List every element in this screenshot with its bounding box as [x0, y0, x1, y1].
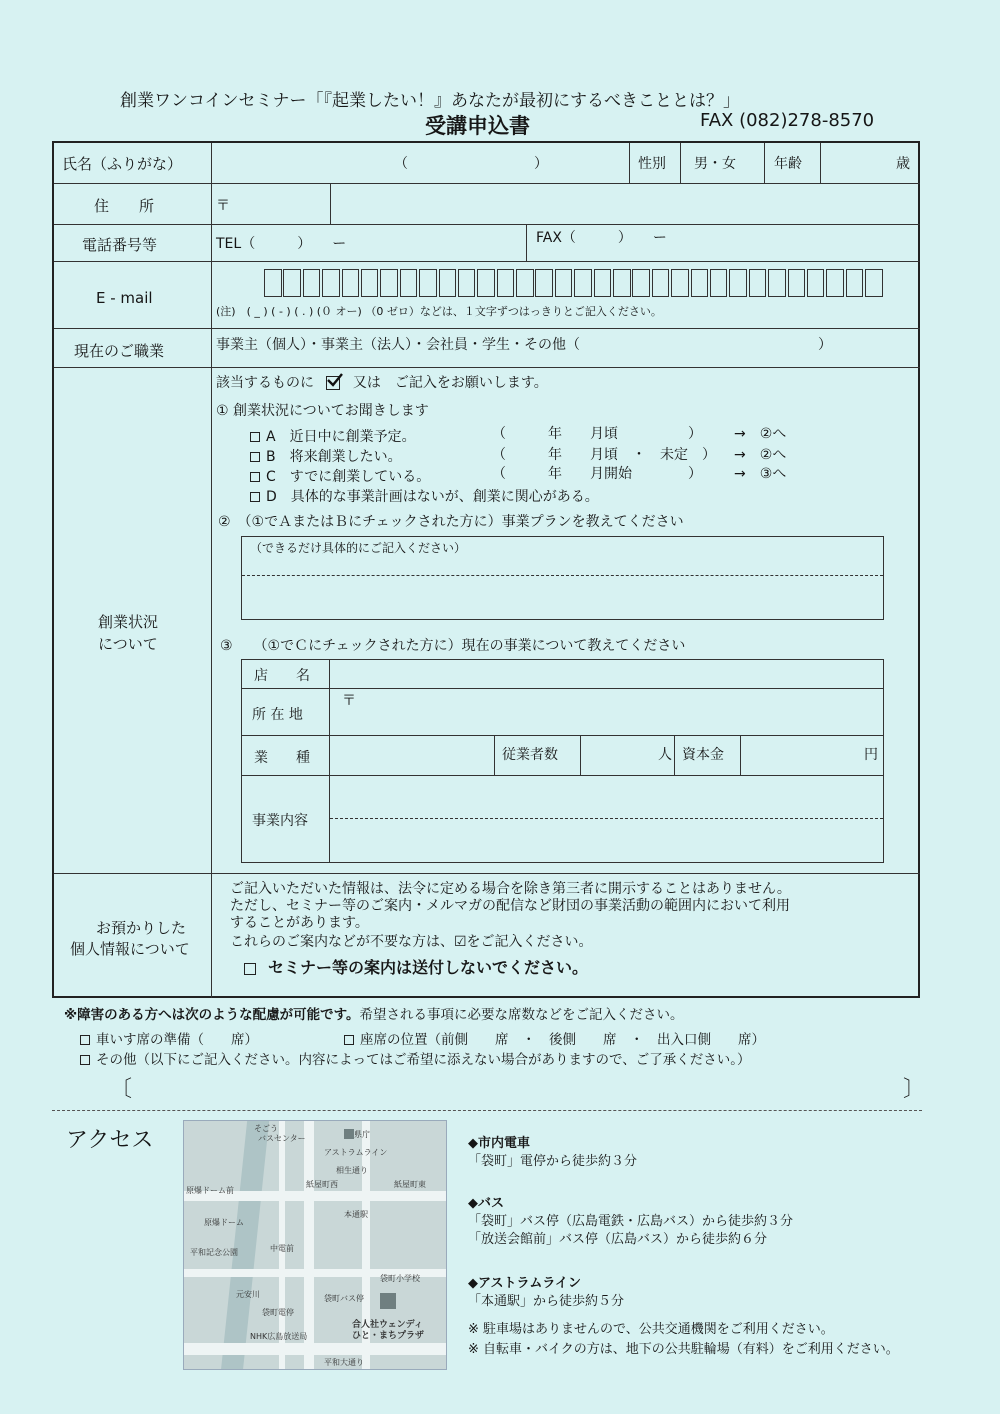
- age-label: 年齢: [774, 156, 802, 172]
- map-label-kamiyacho-west: 紙屋町西: [306, 1180, 338, 1189]
- gender-options[interactable]: 男・女: [694, 156, 736, 172]
- email-char-box[interactable]: [865, 269, 883, 297]
- access-title: アクセス: [66, 1128, 154, 1153]
- bicycle-note: ※ 自転車・バイクの方は、地下の公共駐輪場（有料）をご利用ください。: [468, 1342, 899, 1357]
- option-c-date[interactable]: （ 年 月開始 ）: [492, 466, 702, 482]
- email-char-boxes[interactable]: [264, 269, 885, 297]
- capital-label: 資本金: [682, 747, 724, 763]
- map-label-prefectural-office: 県庁: [354, 1130, 370, 1139]
- accessibility-heading: ※障害のある方へは次のような配慮が可能です。希望される事項に必要な席数などをご記入ください。: [64, 1007, 684, 1023]
- map-label-dome-mae: 原爆ドーム前: [186, 1186, 234, 1195]
- option-a-next: → ②へ: [734, 426, 787, 442]
- phone-label: 電話番号等: [82, 236, 158, 254]
- capital-unit: 円: [864, 747, 878, 763]
- question-1: ① 創業状況についてお聞きします: [216, 403, 429, 419]
- location-label: 所 在 地: [252, 707, 303, 723]
- email-char-box[interactable]: [691, 269, 709, 297]
- email-char-box[interactable]: [594, 269, 612, 297]
- email-char-box[interactable]: [458, 269, 476, 297]
- email-char-box[interactable]: [826, 269, 844, 297]
- email-char-box[interactable]: [729, 269, 747, 297]
- status-intro: 該当するものに 又は ご記入をお願いします。: [216, 375, 548, 391]
- option-c-next: → ③へ: [734, 466, 787, 482]
- email-char-box[interactable]: [342, 269, 360, 297]
- optout-checkbox[interactable]: [244, 963, 256, 975]
- business-plan-box[interactable]: [241, 536, 884, 620]
- form-title: 受講申込書: [425, 114, 530, 138]
- question-2: ② （①でＡまたはＢにチェックされた方に）事業プランを教えてください: [218, 514, 684, 530]
- email-char-box[interactable]: [555, 269, 573, 297]
- other-checkbox[interactable]: [80, 1055, 90, 1065]
- email-char-box[interactable]: [535, 269, 553, 297]
- privacy-line-3: することがあります。: [230, 915, 369, 931]
- map-label-peace-park: 平和記念公園: [190, 1248, 238, 1257]
- email-char-box[interactable]: [477, 269, 495, 297]
- email-char-box[interactable]: [632, 269, 650, 297]
- map-label-school: 袋町小学校: [380, 1274, 420, 1283]
- wheelchair-option[interactable]: 車いす席の準備（ 席）: [80, 1028, 258, 1048]
- tram-info: 「袋町」電停から徒歩約３分: [468, 1154, 638, 1169]
- business-plan-hint: （できるだけ具体的にご記入ください）: [250, 541, 467, 555]
- checkbox-c[interactable]: [250, 472, 260, 482]
- option-a-date[interactable]: （ 年 月頃 ）: [492, 426, 702, 442]
- map-label-peace-blvd: 平和大通り: [324, 1358, 364, 1367]
- bus-heading: ◆バス: [468, 1196, 504, 1211]
- section-divider: [52, 1110, 922, 1111]
- checkbox-checked-icon: [326, 376, 340, 390]
- business-content-label: 事業内容: [252, 813, 308, 829]
- privacy-line-1: ご記入いただいた情報は、法令に定める場合を除き第三者に開示することはありません。: [230, 881, 791, 897]
- seminar-title: 創業ワンコインセミナー「『起業したい！』あなたが最初にするべきこととは？」: [120, 91, 740, 111]
- gender-label: 性別: [638, 156, 666, 172]
- question-3: ③ （①でＣにチェックされた方に）現在の事業について教えてください: [220, 638, 686, 654]
- option-b-date[interactable]: （ 年 月頃 ・ 未定 ）: [492, 447, 716, 463]
- parking-note: ※ 駐車場はありませんので、公共交通機関をご利用ください。: [468, 1322, 834, 1337]
- map-label-hondori: 本通駅: [344, 1210, 368, 1219]
- bus-info-1: 「袋町」バス停（広島電鉄・広島バス）から徒歩約３分: [468, 1214, 794, 1229]
- option-b-next: → ②へ: [734, 447, 787, 463]
- option-d[interactable]: D 具体的な事業計画はないが、創業に関心がある。: [250, 486, 599, 506]
- email-char-box[interactable]: [264, 269, 282, 297]
- email-note: (注) ( _ ) ( - ) ( . ) (０ オー) （0 ゼロ）などは、１文字ずつはっきりとご記入ください。: [216, 305, 662, 318]
- option-c[interactable]: C すでに創業している。: [250, 466, 430, 486]
- email-char-box[interactable]: [439, 269, 457, 297]
- privacy-line-4: これらのご案内などが不要な方は、☑をご記入ください。: [230, 934, 593, 950]
- address-label: 住 所: [94, 197, 155, 215]
- occupation-label: 現在のご職業: [74, 342, 165, 360]
- wheelchair-checkbox[interactable]: [80, 1035, 90, 1045]
- map-label-aioi: 相生通り: [336, 1166, 368, 1175]
- application-form: [52, 141, 920, 998]
- address-field[interactable]: 〒: [216, 198, 230, 214]
- map-label-venue-2: ひと・まちプラザ: [352, 1331, 425, 1341]
- map-label-kamiyacho-east: 紙屋町東: [394, 1180, 426, 1189]
- email-char-box[interactable]: [671, 269, 689, 297]
- name-label: 氏名（ふりがな）: [62, 155, 183, 173]
- option-b[interactable]: B 将来創業したい。: [250, 446, 402, 466]
- email-char-box[interactable]: [846, 269, 864, 297]
- map-label-sogo: そごう: [254, 1124, 278, 1133]
- email-char-box[interactable]: [361, 269, 379, 297]
- email-label: E - mail: [96, 289, 153, 307]
- email-char-box[interactable]: [283, 269, 301, 297]
- bus-info-2: 「放送会館前」バス停（広島バス）から徒歩約６分: [468, 1232, 768, 1247]
- other-bracket-close: 〕: [903, 1077, 926, 1102]
- privacy-line-2: ただし、セミナー等のご案内・メルマガの配信など財団の事業活動の範囲内において利用: [230, 898, 790, 914]
- seat-position-option[interactable]: 座席の位置（前側 席 ・ 後側 席 ・ 出入口側 席）: [344, 1028, 765, 1048]
- map-label-bus-stop: 袋町バス停: [324, 1294, 364, 1303]
- email-char-box[interactable]: [380, 269, 398, 297]
- map-label-venue-1: 合人社ウェンディ: [352, 1320, 423, 1330]
- map-label-nhk: NHK広島放送局: [250, 1332, 308, 1341]
- privacy-label-2: 個人情報について: [70, 940, 190, 958]
- map-label-dome: 原爆ドーム: [204, 1218, 244, 1227]
- furigana-field[interactable]: （ ）: [394, 156, 548, 172]
- email-char-box[interactable]: [710, 269, 728, 297]
- astram-info: 「本通駅」から徒歩約５分: [468, 1294, 625, 1309]
- optout-option[interactable]: セミナー等の案内は送付しないでください。: [244, 955, 588, 978]
- privacy-label-1: お預かりした: [96, 919, 187, 937]
- tram-heading: ◆市内電車: [468, 1136, 530, 1151]
- email-char-box[interactable]: [807, 269, 825, 297]
- access-map: [183, 1120, 447, 1370]
- email-char-box[interactable]: [400, 269, 418, 297]
- status-label-1: 創業状況: [98, 613, 159, 631]
- email-char-box[interactable]: [652, 269, 670, 297]
- email-char-box[interactable]: [788, 269, 806, 297]
- seat-position-checkbox[interactable]: [344, 1035, 354, 1045]
- other-option[interactable]: その他（以下にご記入ください。内容によってはご希望に添えない場合がありますので、ご了承ください。）: [80, 1048, 750, 1068]
- other-bracket-open: 〔: [110, 1077, 133, 1102]
- astram-heading: ◆アストラムライン: [468, 1276, 581, 1291]
- map-label-chuden: 中電前: [270, 1244, 294, 1253]
- location-field[interactable]: 〒: [342, 693, 356, 709]
- email-char-box[interactable]: [749, 269, 767, 297]
- email-char-box[interactable]: [516, 269, 534, 297]
- email-char-box[interactable]: [768, 269, 786, 297]
- email-char-box[interactable]: [303, 269, 321, 297]
- fax-number: FAX (082)278-8570: [700, 110, 875, 131]
- checkbox-b[interactable]: [250, 452, 260, 462]
- email-char-box[interactable]: [322, 269, 340, 297]
- map-label-astram: アストラムライン: [324, 1148, 388, 1157]
- occupation-options[interactable]: 事業主（個人）・事業主（法人）・会社員・学生・その他（ ）: [216, 337, 832, 353]
- checkbox-a[interactable]: [250, 432, 260, 442]
- shop-name-label: 店 名: [254, 668, 310, 684]
- map-label-bus-center: バスセンター: [258, 1134, 306, 1143]
- email-char-box[interactable]: [613, 269, 631, 297]
- email-char-box[interactable]: [419, 269, 437, 297]
- option-a[interactable]: A 近日中に創業予定。: [250, 426, 416, 446]
- map-label-river: 元安川: [236, 1290, 260, 1299]
- industry-label: 業 種: [254, 750, 310, 766]
- map-label-tram-stop: 袋町電停: [262, 1308, 294, 1317]
- current-business-table: [241, 659, 884, 863]
- fax-field[interactable]: FAX（ ） ー: [536, 230, 667, 246]
- checkbox-d[interactable]: [250, 492, 260, 502]
- tel-field[interactable]: TEL（ ） ー: [216, 236, 347, 252]
- employees-unit: 人: [658, 747, 672, 763]
- status-label-2: について: [98, 635, 158, 653]
- email-char-box[interactable]: [497, 269, 515, 297]
- employees-label: 従業者数: [502, 747, 558, 763]
- age-unit: 歳: [896, 156, 910, 172]
- email-char-box[interactable]: [574, 269, 592, 297]
